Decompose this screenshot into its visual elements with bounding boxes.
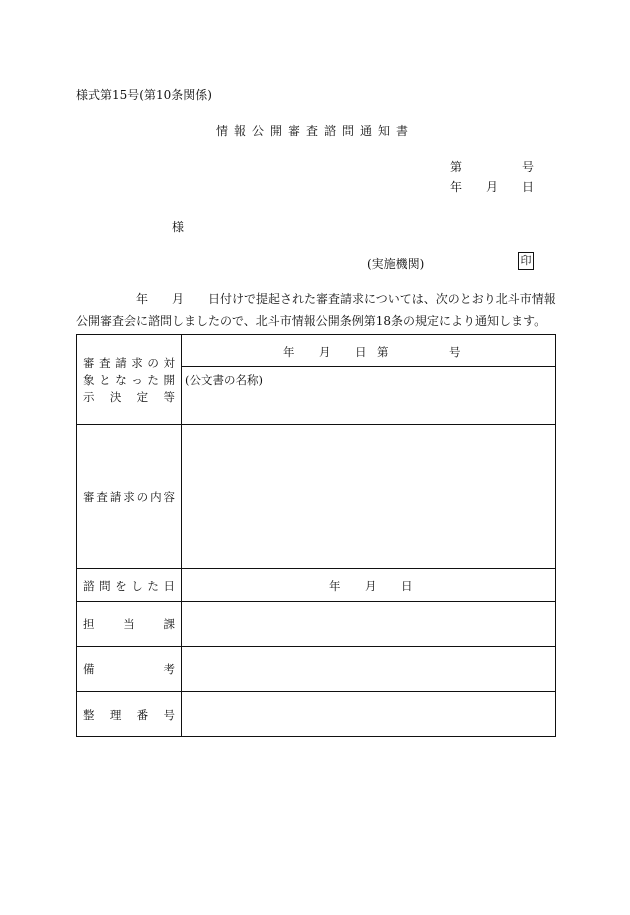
- date-year: 年: [450, 180, 463, 194]
- row1-day: 日: [355, 345, 367, 359]
- document-name-label: (公文書の名称): [185, 373, 263, 387]
- row-divider: [77, 691, 555, 692]
- row1-label-line2: 象となった開: [83, 373, 175, 387]
- row1-label-line3: 示決定等: [83, 390, 175, 404]
- row3-month: 月: [365, 579, 377, 593]
- number-suffix: 号: [522, 160, 535, 174]
- number-prefix: 第: [450, 160, 463, 174]
- body-year: 年: [136, 292, 149, 306]
- row5-label: 備考: [83, 662, 175, 676]
- row3-year: 年: [329, 579, 341, 593]
- row-divider: [77, 424, 555, 425]
- agency-label: (実施機関): [367, 257, 425, 271]
- addressee-suffix: 様: [172, 220, 185, 234]
- row3-label: 諮問をした日: [83, 579, 175, 593]
- row1-year: 年: [283, 345, 295, 359]
- row1-split-line: [181, 366, 555, 367]
- row1-month: 月: [319, 345, 331, 359]
- form-number: 様式第15号(第10条関係): [76, 88, 212, 102]
- row6-label: 整理番号: [83, 708, 175, 722]
- body-line1: 日付けで提起された審査請求については、次のとおり北斗市情報: [208, 292, 556, 306]
- date-month: 月: [486, 180, 499, 194]
- row1-number-prefix: 第: [377, 345, 389, 359]
- notification-table: [76, 334, 556, 737]
- body-line2: 公開審査会に諮問しましたので、北斗市情報公開条例第18条の規定により通知します。: [76, 314, 547, 328]
- row-divider: [77, 568, 555, 569]
- row1-label-line1: 審査請求の対: [83, 356, 175, 370]
- seal-box: 印: [518, 252, 534, 270]
- date-day: 日: [522, 180, 535, 194]
- row1-number-suffix: 号: [449, 345, 461, 359]
- row3-day: 日: [401, 579, 413, 593]
- row-divider: [77, 601, 555, 602]
- row-divider: [77, 646, 555, 647]
- row2-label: 審査請求の内容: [83, 490, 175, 504]
- column-divider: [181, 335, 182, 736]
- row4-label: 担当課: [83, 617, 175, 631]
- document-title: 情報公開審査諮問通知書: [215, 124, 414, 138]
- body-month: 月: [172, 292, 185, 306]
